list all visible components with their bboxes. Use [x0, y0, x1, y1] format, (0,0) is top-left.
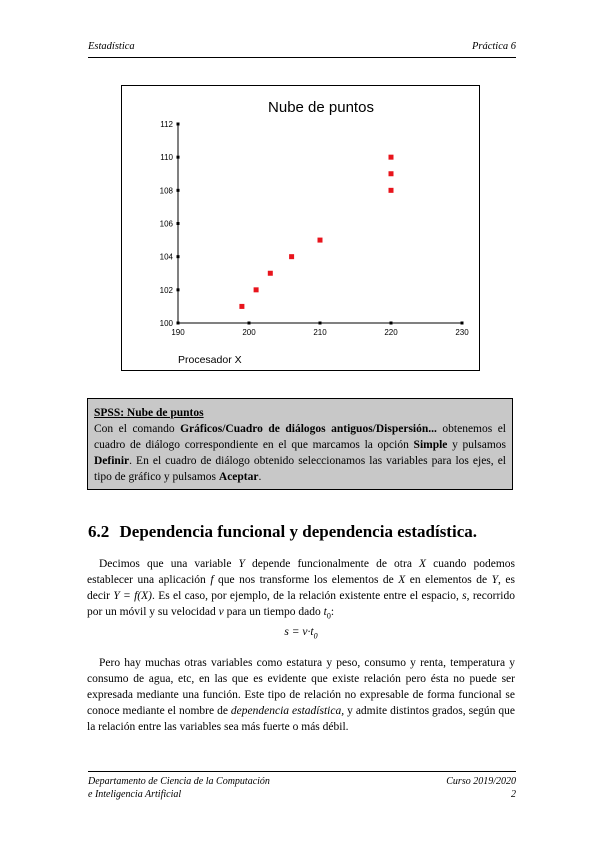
- spss-option-simple: Simple: [413, 439, 448, 451]
- formula: $s = v\cdot t_0$: [284, 626, 318, 641]
- y-tick-mark: [177, 222, 180, 225]
- x-tick-mark: [390, 322, 393, 325]
- scatter-chart-frame: [121, 85, 480, 371]
- x-tick-label: 220: [384, 328, 398, 337]
- spss-text-5: .: [258, 471, 262, 483]
- paragraph-2: Pero hay muchas otras variables como estatura y peso, consumo y renta, temperatura y consumo de agua, etc, en las que es evidente que existe relación pero ésta no puede ser expresada mediante una función. Este tipo de relación no expresable de forma funcional se conoce mediante el nombre de dependencia estadística, y admite distintos grados, según que la relación entre las variables sea más fuerte o más débil.: [87, 657, 515, 733]
- x-tick-mark: [177, 322, 180, 325]
- footer-course: Curso 2019/2020: [446, 776, 516, 787]
- y-tick-mark: [177, 156, 180, 159]
- data-point: [268, 271, 273, 276]
- spss-button-definir: Definir: [94, 455, 130, 467]
- y-tick-label: 100: [159, 319, 173, 328]
- paragraph-1: Decimos que una variable Y depende funcionalmente de otra X cuando podemos establecer una aplicación f que nos transforme los elementos de X en elementos de Y, es decir Y = f(X). Es el caso, por ejemplo, de la relación existente entre el espacio, s, recorrido por un móvil y su velocidad v para un tiempo dado $t_0$:: [87, 558, 516, 621]
- footer-department-2: e Inteligencia Artificial: [88, 789, 182, 800]
- spss-info-box: [87, 398, 513, 490]
- header-right: Práctica 6: [471, 41, 516, 52]
- y-tick-label: 106: [159, 219, 173, 229]
- chart-points: [239, 155, 393, 309]
- y-tick-mark: [177, 189, 180, 192]
- header-left: Estadística: [88, 41, 135, 52]
- y-tick-mark: [177, 123, 180, 126]
- spss-text-4: . En el cuadro de diálogo obtenido seleccionamos las variables para los ejes, el tipo de gráfico y pulsamos: [94, 455, 506, 483]
- y-tick-label: 112: [160, 120, 173, 129]
- data-point: [289, 254, 294, 259]
- section-number: 6.2: [88, 522, 110, 541]
- x-tick-label: 200: [242, 328, 256, 337]
- y-tick-mark: [177, 288, 180, 291]
- footer-rule: [88, 771, 516, 772]
- y-tick-label: 110: [160, 153, 173, 163]
- spss-command: Gráficos/Cuadro de diálogos antiguos/Dispersión...: [180, 423, 437, 435]
- x-tick-mark: [319, 322, 322, 325]
- spss-text-1: Con el comando: [94, 423, 181, 435]
- x-tick-label: 230: [455, 328, 469, 337]
- section-heading: [88, 522, 477, 542]
- header-rule: [88, 57, 516, 58]
- data-point: [239, 304, 244, 309]
- footer-left: [88, 775, 270, 801]
- x-tick-mark: [461, 322, 464, 325]
- scatter-chart: [122, 86, 479, 370]
- chart-x-label: Procesador X: [178, 354, 242, 366]
- spss-text-2: obtenemos el cuadro de diálogo correspondiente en el que marcamos la opción: [94, 423, 506, 451]
- spss-title: SPSS: Nube de puntos: [94, 407, 204, 419]
- footer-department: Departamento de Ciencia de la Computación: [88, 776, 270, 787]
- chart-axes: [160, 120, 470, 337]
- data-point: [389, 188, 394, 193]
- y-tick-label: 108: [159, 186, 173, 196]
- page-number: 2: [511, 789, 516, 800]
- x-tick-label: 190: [171, 328, 185, 337]
- section-title: Dependencia funcional y dependencia estadística.: [119, 522, 477, 541]
- y-tick-label: 104: [159, 252, 173, 262]
- spss-button-aceptar: Aceptar: [218, 471, 259, 483]
- y-tick-mark: [177, 255, 180, 258]
- x-tick-label: 210: [313, 328, 327, 337]
- y-tick-label: 102: [159, 285, 173, 295]
- data-point: [254, 287, 259, 292]
- chart-title: Nube de puntos: [268, 99, 374, 116]
- data-point: [389, 155, 394, 160]
- footer-right: [446, 775, 516, 801]
- spss-text-3: y pulsamos: [447, 439, 506, 451]
- data-point: [389, 171, 394, 176]
- data-point: [318, 238, 323, 243]
- x-tick-mark: [248, 322, 251, 325]
